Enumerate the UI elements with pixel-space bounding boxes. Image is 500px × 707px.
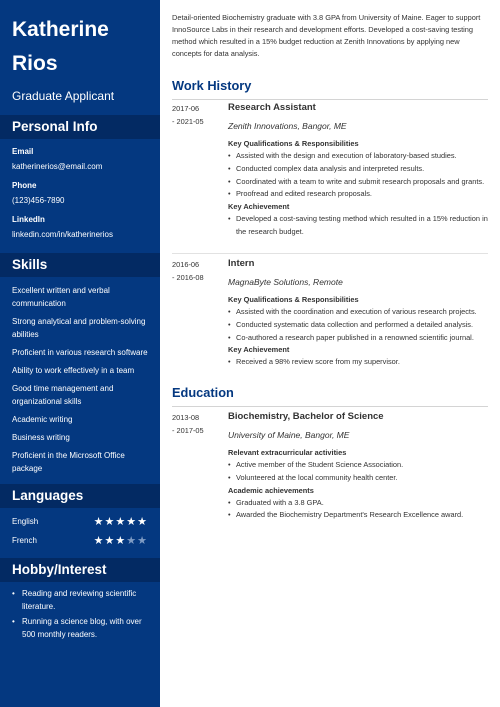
skill-item: Proficient in various research software [12,348,148,357]
job-end-date: - 2021-05 [172,117,204,126]
language-rating-stars [94,515,148,528]
degree-title: Biochemistry, Bachelor of Science [228,411,384,422]
education-details [228,411,488,522]
language-name: French [12,536,37,545]
achievement-item: • Developed a cost-saving testing method which resulted in a 15% reduction in the research budget. [228,213,488,239]
language-rating-stars [94,534,148,547]
skill-item: Business writing [12,433,70,442]
languages-heading: Languages [0,484,160,508]
skills-list [0,277,160,475]
email-value[interactable]: katherinerios@email.com [12,162,103,171]
academic-achievements-heading: Academic achievements [228,485,314,495]
responsibility-item: • Coordinated with a team to write and submit research proposals and grants. [228,176,488,189]
hobbies-list [0,582,160,641]
responsibility-item: • Assisted with the coordination and execution of various research projects. [228,306,488,319]
academic-achievement-item: • Graduated with a 3.8 GPA. [228,497,488,510]
language-row [12,512,148,531]
skill-item: Ability to work effectively in a team [12,366,135,375]
achievement-heading: Key Achievement [228,345,290,355]
job-title: Intern [228,258,255,269]
hobby-item: • Reading and reviewing scientific literature. [12,587,148,613]
hobbies-heading: Hobby/Interest [0,558,160,582]
work-history-heading: Work History [172,78,488,100]
linkedin-value[interactable]: linkedin.com/in/katherinerios [12,230,113,239]
professional-summary: Detail-oriented Biochemistry graduate with 3.8 GPA from University of Maine. Eager to support InnoSource Labs in their research and development efforts. Developed a cost-saving testing method which resulted in a 15% budget reduction at Zenith Innovations by applying new concepts for data analysis. [172,13,481,58]
star-filled-icon: ★ [93,535,105,547]
skill-item: Academic writing [12,415,73,424]
school-name: University of Maine, Bangor, ME [228,430,350,440]
languages-list [0,508,160,550]
hobby-item: • Running a science blog, with over 500 monthly readers. [12,615,148,641]
skill-item: Good time management and organizational skills [12,384,114,406]
education-dates [172,411,224,437]
responsibility-item: • Co-authored a research paper published in a renowned scientific journal. [228,332,488,345]
job-start-date: 2017-06 [172,104,200,113]
activities-list [228,459,488,485]
star-empty-icon: ★ [126,535,138,547]
responsibility-item: • Conducted systematic data collection and performed a detailed analysis. [228,319,488,332]
education-start-date: 2013-08 [172,413,200,422]
job-dates [172,258,224,284]
job-details [228,102,488,239]
job-target-title: Graduate Applicant [12,89,115,103]
company-name: MagnaByte Solutions, Remote [228,277,343,287]
education-heading: Education [172,385,488,407]
activity-item: • Active member of the Student Science Association. [228,459,488,472]
qualifications-heading: Key Qualifications & Responsibilities [228,139,359,148]
responsibility-item: • Assisted with the design and execution of laboratory-based studies. [228,150,488,163]
star-empty-icon: ★ [137,535,148,547]
responsibility-item: • Conducted complex data analysis and interpreted results. [228,163,488,176]
language-row [12,531,148,550]
achievement-item: • Received a 98% review score from my supervisor. [228,356,488,369]
star-filled-icon: ★ [137,516,148,528]
star-filled-icon: ★ [104,516,116,528]
language-name: English [12,517,39,526]
job-start-date: 2016-06 [172,260,200,269]
star-filled-icon: ★ [115,516,127,528]
qualifications-heading: Key Qualifications & Responsibilities [228,295,359,304]
skill-item: Proficient in the Microsoft Office package [12,451,125,473]
achievements-list [228,213,488,239]
personal-info-section [0,139,160,240]
phone-label: Phone [12,181,37,190]
responsibilities-list [228,306,488,344]
skill-item: Excellent written and verbal communication [12,286,110,308]
activities-heading: Relevant extracurricular activities [228,448,347,457]
sidebar [0,0,160,707]
personal-info-heading: Personal Info [0,115,160,139]
responsibility-item: • Proofread and edited research proposals. [228,188,488,201]
academic-achievements-list [228,497,488,523]
skill-item: Strong analytical and problem-solving abilities [12,317,146,339]
entry-divider [172,253,488,254]
star-filled-icon: ★ [126,516,138,528]
skills-heading: Skills [0,253,160,277]
activity-item: • Volunteered at the local community health center. [228,472,488,485]
job-title: Research Assistant [228,102,316,113]
candidate-name [0,0,160,81]
job-details [228,258,488,369]
phone-value[interactable]: (123)456-7890 [12,196,65,205]
job-dates [172,102,224,128]
achievement-heading: Key Achievement [228,202,290,212]
academic-achievement-item: • Awarded the Biochemistry Department's Research Excellence award. [228,509,488,522]
last-name: Rios [12,52,58,75]
achievements-list [228,356,488,369]
company-name: Zenith Innovations, Bangor, ME [228,121,347,131]
star-filled-icon: ★ [115,535,127,547]
first-name: Katherine [12,18,109,41]
education-end-date: - 2017-05 [172,426,204,435]
job-end-date: - 2016-08 [172,273,204,282]
star-filled-icon: ★ [104,535,116,547]
linkedin-label: LinkedIn [12,215,45,224]
email-label: Email [12,147,34,156]
star-filled-icon: ★ [93,516,105,528]
responsibilities-list [228,150,488,201]
